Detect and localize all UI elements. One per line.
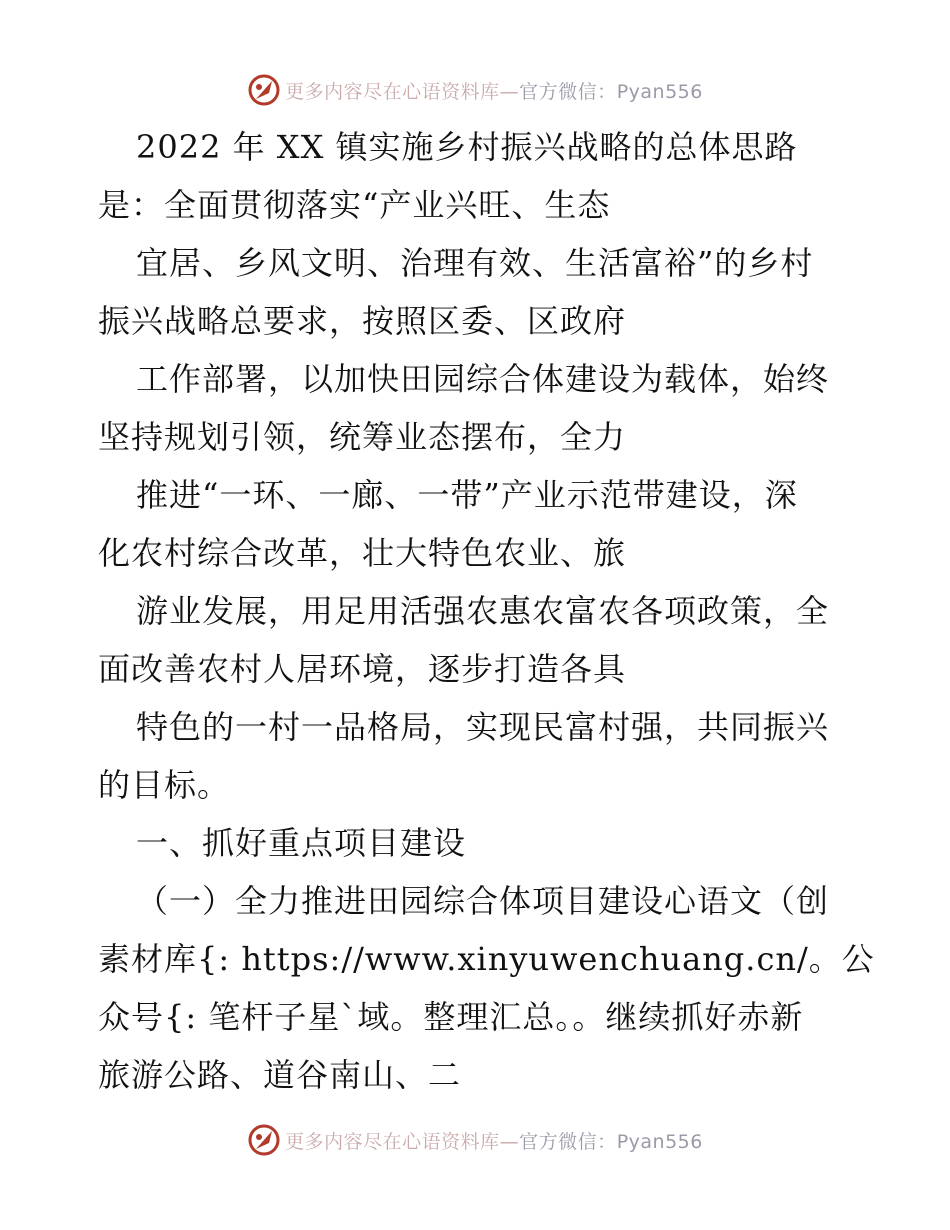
paragraph-line: 振兴战略总要求，按照区委、区政府 (98, 302, 627, 340)
paragraph-line: 宜居、乡风文明、治理有效、生活富裕”的乡村 (136, 244, 814, 282)
paragraph-line: 素材库{: https://www.xinyuwenchuang.cn/。公 (98, 940, 875, 978)
quill-logo-icon (247, 73, 281, 107)
paragraph-line: 的目标。 (98, 766, 231, 804)
paragraph-line: 2022 年 XX 镇实施乡村振兴战略的总体思路 (136, 128, 798, 166)
watermark-text (285, 77, 703, 104)
paragraph-line: 旅游公路、道谷南山、二 (98, 1056, 462, 1094)
watermark-banner-bottom (0, 1120, 950, 1160)
paragraph-line: 特色的一村一品格局，实现民富村强，共同振兴 (136, 708, 830, 746)
paragraph-line: 坚持规划引领，统筹业态摆布，全力 (98, 418, 627, 456)
watermark-wechat-label: 官方微信： (519, 1130, 617, 1153)
watermark-brand: 更多内容尽在心语资料库 (285, 1130, 500, 1153)
paragraph-line: 面改善农村人居环境，逐步打造各具 (98, 650, 627, 688)
watermark-wechat-id: Pyan556 (616, 80, 703, 103)
watermark-wechat-id: Pyan556 (616, 1130, 703, 1153)
paragraph-line: 众号{: 笔杆子星`域。整理汇总。。继续抓好赤新 (98, 998, 804, 1036)
watermark-banner-top (0, 70, 950, 110)
watermark-dash: — (499, 1130, 520, 1153)
paragraph-line: 工作部署，以加快田园综合体建设为载体，始终 (136, 360, 830, 398)
section-heading: 一、抓好重点项目建设 (136, 824, 467, 862)
paragraph-line: 推进“一环、一廊、一带”产业示范带建设，深 (136, 476, 798, 514)
watermark-dash: — (499, 80, 520, 103)
paragraph-line: 化农村综合改革，壮大特色农业、旅 (98, 534, 627, 572)
document-body (98, 118, 875, 1104)
watermark-text (285, 1127, 703, 1154)
watermark-brand: 更多内容尽在心语资料库 (285, 80, 500, 103)
subsection-heading: （一）全力推进田园综合体项目建设心语文（创 (136, 882, 830, 920)
watermark-wechat-label: 官方微信： (519, 80, 617, 103)
paragraph-line: 是：全面贯彻落实“产业兴旺、生态 (98, 186, 611, 224)
paragraph-line: 游业发展，用足用活强农惠农富农各项政策，全 (136, 592, 830, 630)
quill-logo-icon (247, 1123, 281, 1157)
